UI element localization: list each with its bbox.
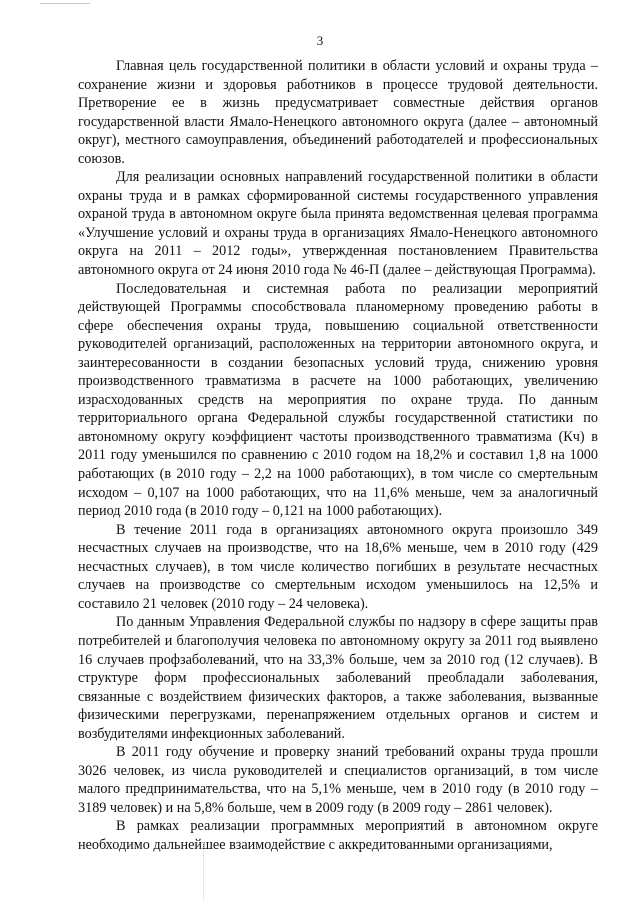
page-number: 3 bbox=[316, 33, 324, 48]
paragraph-training: В 2011 году обучение и проверку знаний требований охраны труда прошли 3026 человек, из числа руководителей и специалистов организаций, в том числе малого предпринимательства, что на 5,1% меньше, чем в 2010 году (в 2010 году – 3189 человек) и на 5,8% больше, чем в 2009 году (в 2009 году – 2861 человек). bbox=[78, 744, 598, 816]
paragraph-program: Для реализации основных направлений государственной политики в области охраны труда и в рамках сформированной системы государственного управления охраной труда в автономном округе была принята ведомственная целевая программа «Улучшение условий и охраны труда в организациях Ямало-Ненецкого автономного округа на 2011 – 2012 годы», утвержденная постановлением Правительства автономного округа от 24 июня 2010 года № 46-П (далее – действующая Программа). bbox=[78, 169, 598, 279]
paragraph-goal: Главная цель государственной политики в области условий и охраны труда – сохранение жизни и здоровья работников в процессе трудовой деятельности. Претворение ее в жизнь предусматривает совместные действия органов государственной власти Ямало-Ненецкого автономного округа (далее – автономный округ), местного самоуправления, объединений работодателей и профессиональных союзов. bbox=[78, 58, 598, 167]
paragraph-occupational-diseases: По данным Управления Федеральной службы по надзору в сфере защиты прав потребителей и благополучия человека по автономному округу за 2011 год выявлено 16 случаев профзаболеваний, что на 33,3% больше, чем за 2010 год (12 случаев). В структуре форм профессиональных заболеваний преобладали заболевания, связанные с воздействием физических факторов, а также заболевания, вызванные физическими перегрузками, перенапряжением отдельных органов и систем и возбудителями инфекционных заболеваний. bbox=[78, 614, 598, 742]
scan-artifact-line bbox=[203, 842, 205, 900]
paragraph-interaction: В рамках реализации программных мероприятий в автономном округе необходимо дальнейшее взаимодействие с аккредитованными организациями, bbox=[78, 818, 598, 853]
paragraph-accidents: В течение 2011 года в организациях автономного округа произошло 349 несчастных случаев на производстве, что на 18,6% меньше, чем в 2010 году (429 несчастных случаев), в том числе количество погибших в результате несчастных случаев на производстве со смертельным исходом уменьшилось на 12,5% и составило 21 человек (2010 году – 24 человека). bbox=[78, 521, 598, 612]
document-body bbox=[78, 57, 598, 855]
paragraph-injury-rate: Последовательная и системная работа по реализации мероприятий действующей Программы способствовала планомерному проведению работы в сфере обеспечения охраны труда, повышению социальной ответственности руководителей организаций, расположенных на территории автономного округа, и заинтересованности в создании безопасных условий труда, снижению уровня производственного травматизма в расчете на 1000 работающих, увеличению израсходованных средств на мероприятия по охране труда. По данным территориального органа Федеральной службы государственной статистики по автономному округу коэффициент частоты производственного травматизма (Кч) в 2011 году уменьшился по сравнению с 2010 годом на 18,2% и составил 1,8 на 1000 работающих (в 2010 году – 2,2 на 1000 работающих), в том числе со смертельным исходом – 0,107 на 1000 работающих, что на 11,6% меньше, чем за аналогичный период 2010 года (в 2010 году – 0,121 на 1000 работающих). bbox=[78, 280, 598, 520]
scan-edge-mark bbox=[40, 0, 90, 4]
